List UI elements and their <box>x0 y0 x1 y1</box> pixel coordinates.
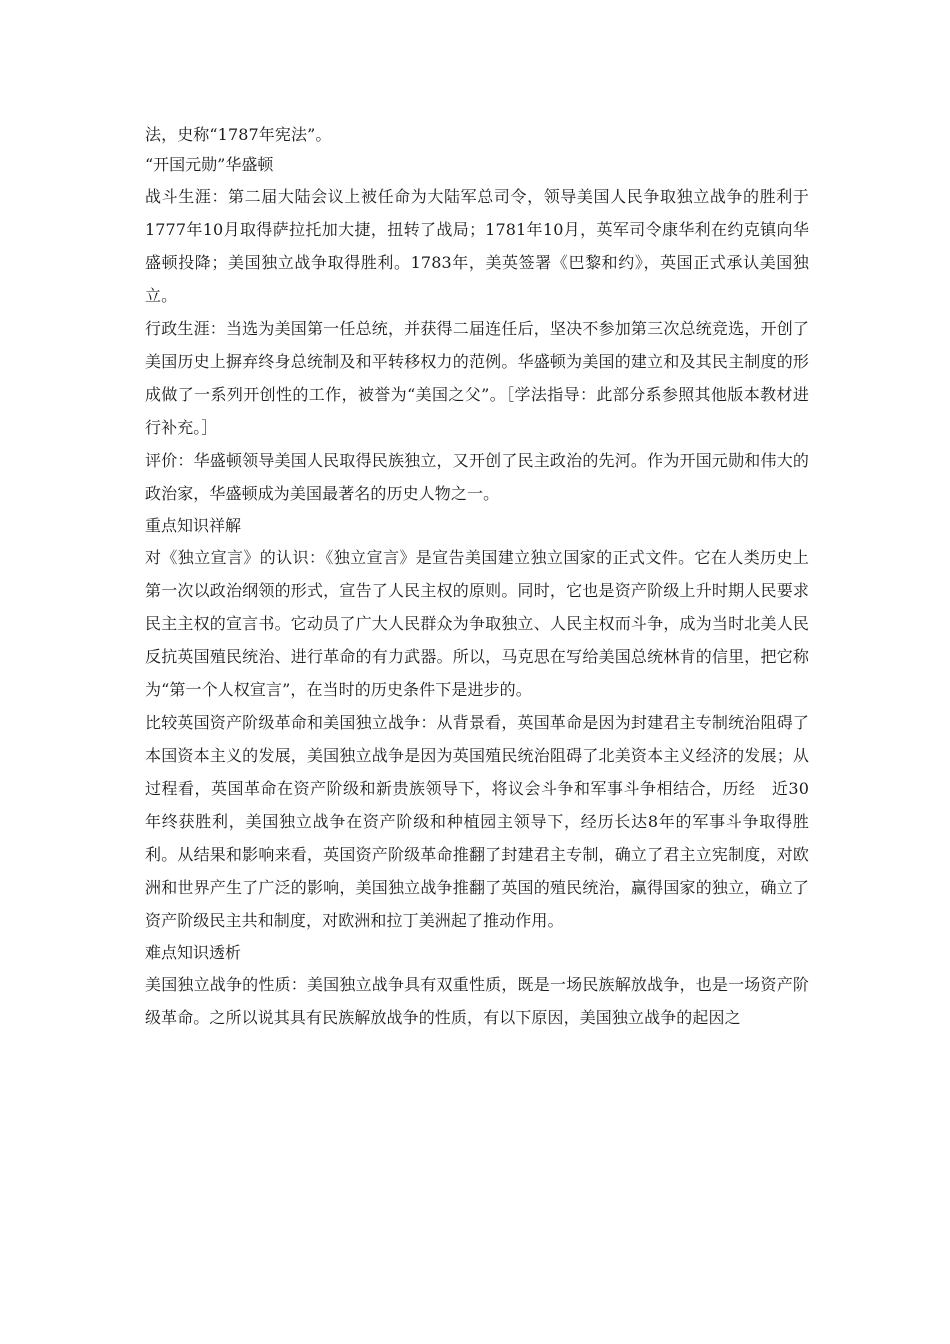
paragraph-evaluation: 评价：华盛顿领导美国人民取得民族独立，又开创了民主政治的先河。作为开国元勋和伟大的政治家，华盛顿成为美国最著名的历史人物之一。 <box>145 451 809 503</box>
paragraph-declaration-of-independence: 对《独立宣言》的认识：《独立宣言》是宣告美国建立独立国家的正式文件。它在人类历史上第一次以政治纲领的形式，宣告了人民主权的原则。同时，它也是资产阶级上升时期人民要求民主主权的宣言书。它动员了广大人民群众为争取独立、人民主权而斗争，成为当时北美人民反抗英国殖民统治、进行革命的有力武器。所以，马克思在写给美国总统林肯的信里，把它称为“第一个人权宣言”，在当时的历史条件下是进步的。 <box>145 548 809 699</box>
heading-key-knowledge: 重点知识祥解 <box>145 516 242 535</box>
paragraph-constitution-note: 法，史称“1787年宪法”。 <box>145 125 332 144</box>
heading-washington: “开国元勋”华盛顿 <box>145 155 274 174</box>
paragraph-battle-career: 战斗生涯：第二届大陆会议上被任命为大陆军总司令，领导美国人民争取独立战争的胜利于1777年10月取得萨拉托加大捷，扭转了战局；1781年10月，英军司令康华利在约克镇向华盛顿投降；美国独立战争取得胜利。1783年，美英签署《巴黎和约》，英国正式承认美国独立。 <box>145 187 809 305</box>
paragraph-administrative-career: 行政生涯：当选为美国第一任总统，并获得二届连任后，坚决不参加第三次总统竞选，开创了美国历史上摒弃终身总统制及和平转移权力的范例。华盛顿为美国的建立和及其民主制度的形成做了一系列开创性的工作，被誉为“美国之父”。［学法指导：此部分系参照其他版本教材进行补充。］ <box>145 319 809 437</box>
document-body <box>145 120 809 1034</box>
paragraph-war-nature: 美国独立战争的性质：美国独立战争具有双重性质，既是一场民族解放战争，也是一场资产阶级革命。之所以说其具有民族解放战争的性质，有以下原因，美国独立战争的起因之 <box>145 975 809 1027</box>
paragraph-revolution-comparison: 比较英国资产阶级革命和美国独立战争：从背景看，英国革命是因为封建君主专制统治阻碍了本国资本主义的发展，美国独立战争是因为英国殖民统治阻碍了北美资本主义经济的发展；从过程看，英国革命在资产阶级和新贵族领导下，将议会斗争和军事斗争相结合，历经 近30年终获胜利，美国独立战争在资产阶级和种植园主领导下，经历长达8年的军事斗争取得胜利。从结果和影响来看，英国资产阶级革命推翻了封建君主专制，确立了君主立宪制度，对欧洲和世界产生了广泛的影响，美国独立战争推翻了英国的殖民统治，赢得国家的独立，确立了资产阶级民主共和制度，对欧洲和拉丁美洲起了推动作用。 <box>145 713 809 930</box>
heading-difficult-knowledge: 难点知识透析 <box>145 943 242 962</box>
